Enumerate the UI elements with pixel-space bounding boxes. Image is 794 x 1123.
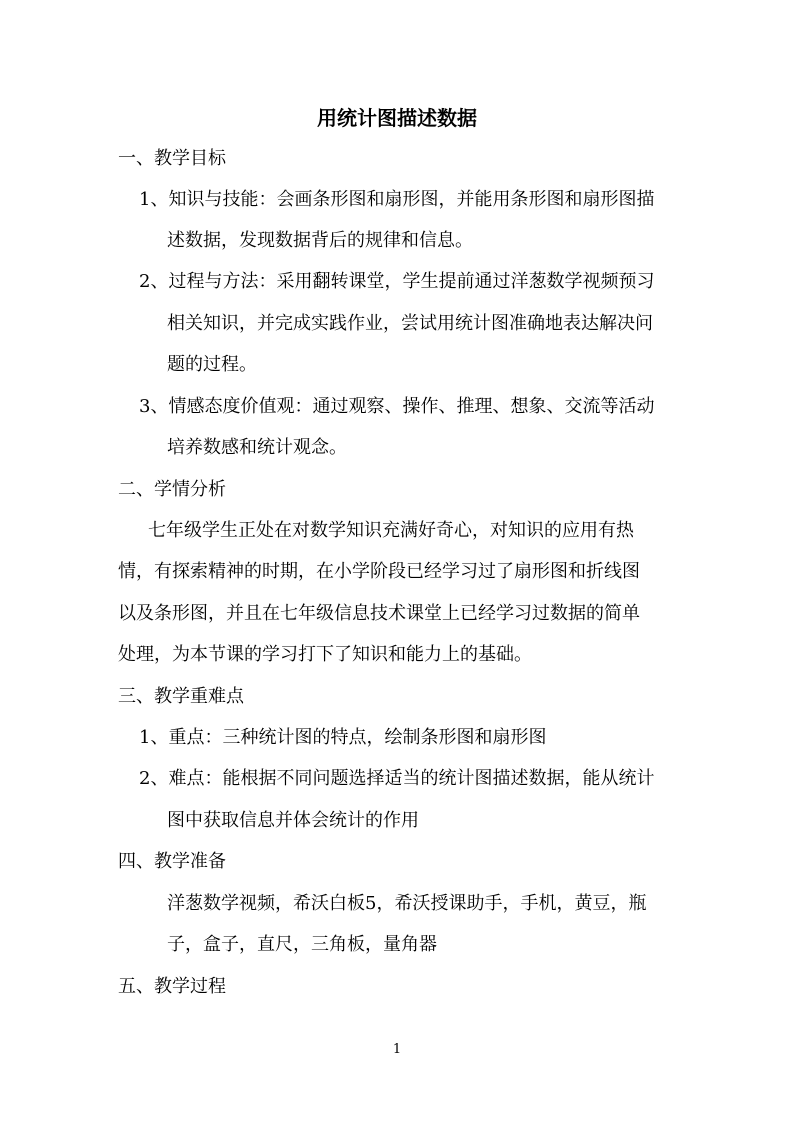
analysis-paragraph-line: 处理，为本节课的学习打下了知识和能力上的基础。 bbox=[118, 644, 532, 665]
key-point-item-1: 1、重点：三种统计图的特点，绘制条形图和扇形图 bbox=[139, 727, 547, 748]
objective-item-3-continuation: 培养数感和统计观念。 bbox=[167, 437, 347, 458]
section-heading-objectives: 一、教学目标 bbox=[118, 148, 226, 169]
objective-item-2-continuation: 相关知识，并完成实践作业，尝试用统计图准确地表达解决问 bbox=[167, 313, 653, 334]
section-heading-key-points: 三、教学重难点 bbox=[118, 686, 244, 707]
section-heading-preparation: 四、教学准备 bbox=[118, 851, 226, 872]
document-title: 用统计图描述数据 bbox=[317, 106, 477, 130]
preparation-line: 洋葱数学视频，希沃白板5，希沃授课助手，手机，黄豆，瓶 bbox=[167, 893, 647, 914]
objective-item-1-continuation: 述数据，发现数据背后的规律和信息。 bbox=[167, 230, 473, 251]
objective-item-2-continuation: 题的过程。 bbox=[167, 354, 257, 375]
objective-item-1: 1、知识与技能：会画条形图和扇形图，并能用条形图和扇形图描 bbox=[139, 189, 655, 210]
section-heading-analysis: 二、学情分析 bbox=[118, 479, 226, 500]
section-heading-process: 五、教学过程 bbox=[118, 976, 226, 997]
analysis-paragraph-line: 情，有探索精神的时期，在小学阶段已经学习过了扇形图和折线图 bbox=[118, 561, 640, 582]
key-point-item-2: 2、难点：能根据不同问题选择适当的统计图描述数据，能从统计 bbox=[139, 768, 655, 789]
analysis-paragraph-line: 七年级学生正处在对数学知识充满好奇心，对知识的应用有热 bbox=[148, 520, 634, 541]
page-number: 1 bbox=[392, 1042, 402, 1057]
key-point-item-2-continuation: 图中获取信息并体会统计的作用 bbox=[167, 810, 419, 831]
objective-item-2: 2、过程与方法：采用翻转课堂，学生提前通过洋葱数学视频预习 bbox=[139, 271, 655, 292]
objective-item-3: 3、情感态度价值观：通过观察、操作、推理、想象、交流等活动 bbox=[139, 396, 655, 417]
analysis-paragraph-line: 以及条形图，并且在七年级信息技术课堂上已经学习过数据的简单 bbox=[118, 603, 640, 624]
preparation-line: 子，盒子，直尺，三角板，量角器 bbox=[167, 934, 437, 955]
